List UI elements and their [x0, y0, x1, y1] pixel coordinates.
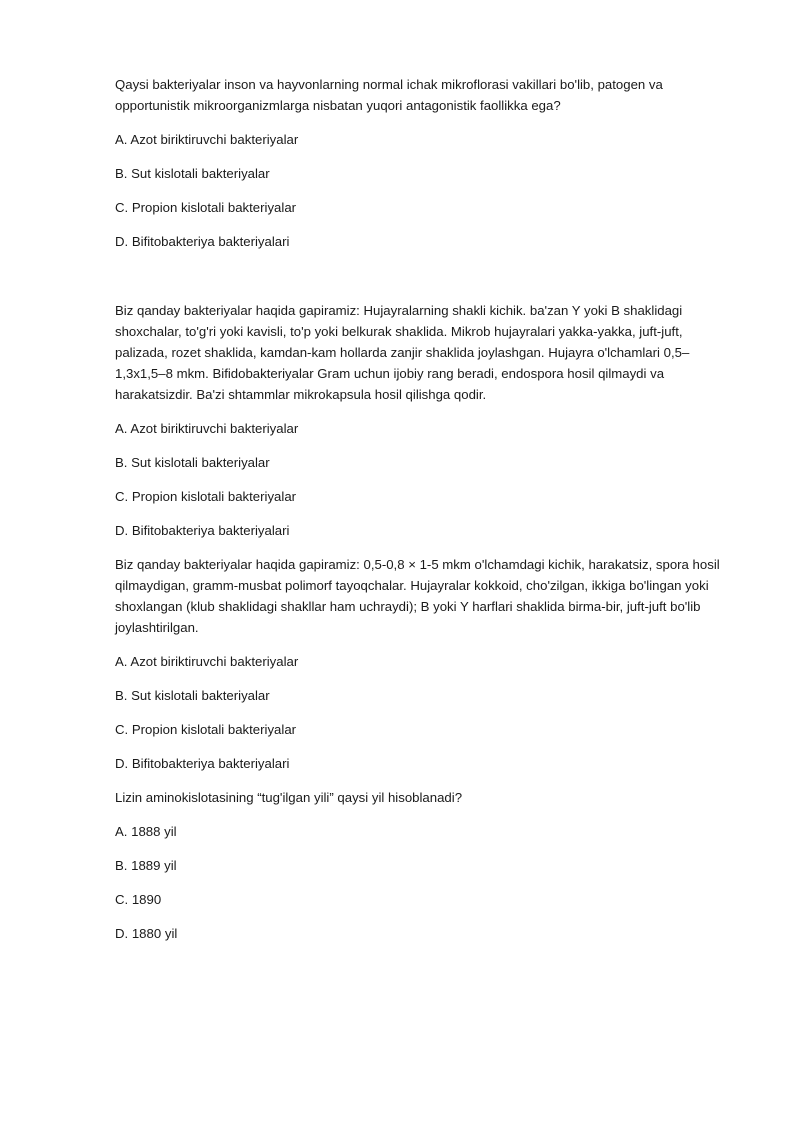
question-3-option-a: A. Azot biriktiruvchi bakteriyalar: [115, 654, 299, 669]
question-1-option-b: B. Sut kislotali bakteriyalar: [115, 166, 270, 181]
question-3-text: Biz qanday bakteriyalar haqida gapiramiz: 0,5-0,8 × 1-5 mkm o'lchamdagi kichik, harakatsiz, spora hosil qilmaydigan, gramm-musbat polimorf tayoqchalar. Hujayralar kokkoid, cho'zilgan, ikkiga bo'lingan yoki shoxlangan (klub shaklidagi shakllar ham uchraydi); B yoki Y harflari shaklida birma-bir, juft-juft bo'lib joylashtirilgan.: [115, 557, 720, 635]
question-1-option-a: A. Azot biriktiruvchi bakteriyalar: [115, 132, 299, 147]
document-page: [115, 74, 735, 944]
question-4-text: Lizin aminokislotasining “tug'ilgan yili” qaysi yil hisoblanadi?: [115, 790, 463, 805]
question-1-text: Qaysi bakteriyalar inson va hayvonlarning normal ichak mikroflorasi vakillari bo'lib, patogen va opportunistik mikroorganizmlarga nisbatan yuqori antagonistik faollikka ega?: [115, 77, 663, 113]
question-4-option-b: B. 1889 yil: [115, 858, 177, 873]
question-1-option-d: D. Bifitobakteriya bakteriyalari: [115, 234, 290, 249]
question-3-option-d: D. Bifitobakteriya bakteriyalari: [115, 756, 290, 771]
question-2-text: Biz qanday bakteriyalar haqida gapiramiz: Hujayralarning shakli kichik. ba'zan Y yoki B shaklidagi shoxchalar, to'g'ri yoki kavisli, to'p yoki belkurak shaklida. Mikrob hujayralari yakka-yakka, juft-juft, palizada, rozet shaklida, kamdan-kam hollarda zanjir shaklida joylashgan. Hujayra o'lchamlari 0,5–1,3x1,5–8 mkm. Bifidobakteriyalar Gram uchun ijobiy rang beradi, endospora hosil qilmaydi va harakatsizdir. Ba'zi shtammlar mikrokapsula hosil qilishga qodir.: [115, 303, 690, 402]
question-4-option-a: A. 1888 yil: [115, 824, 177, 839]
question-2-option-d: D. Bifitobakteriya bakteriyalari: [115, 523, 290, 538]
question-3-option-c: C. Propion kislotali bakteriyalar: [115, 722, 297, 737]
question-2-option-b: B. Sut kislotali bakteriyalar: [115, 455, 270, 470]
question-1-option-c: C. Propion kislotali bakteriyalar: [115, 200, 297, 215]
question-4-option-d: D. 1880 yil: [115, 926, 178, 941]
question-4-option-c: C. 1890: [115, 892, 162, 907]
question-2-option-a: A. Azot biriktiruvchi bakteriyalar: [115, 421, 299, 436]
question-3-option-b: B. Sut kislotali bakteriyalar: [115, 688, 270, 703]
question-2-option-c: C. Propion kislotali bakteriyalar: [115, 489, 297, 504]
